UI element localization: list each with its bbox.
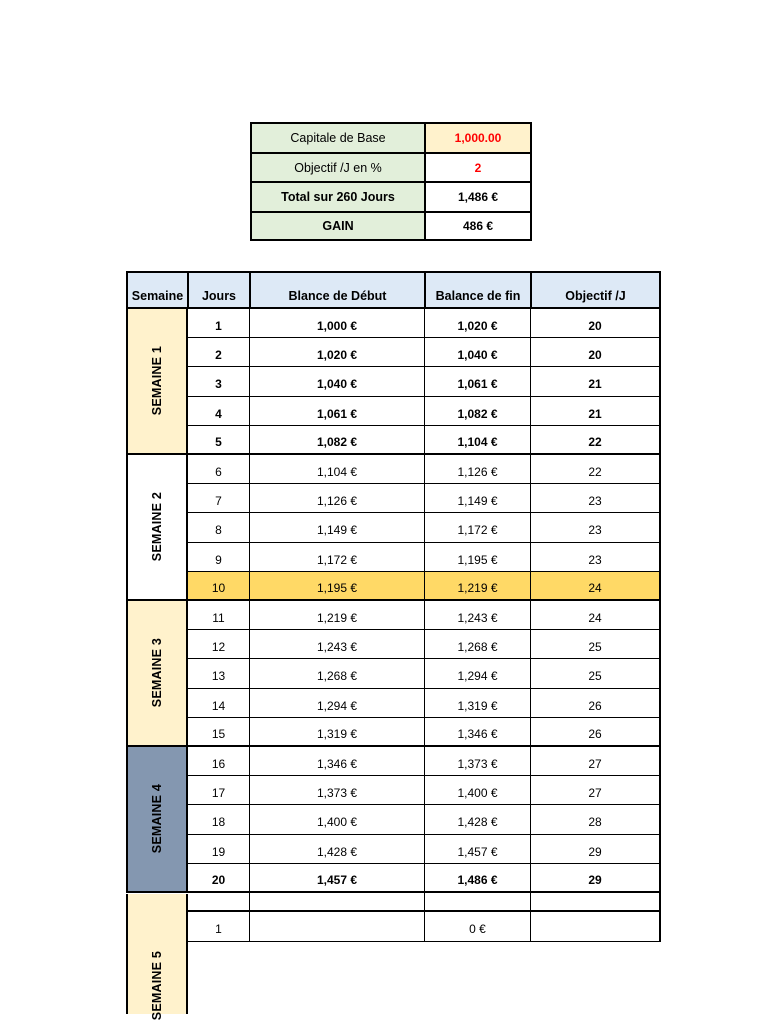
day-cell: 1 <box>188 309 250 338</box>
objective-cell: 25 <box>531 659 661 688</box>
empty-cell <box>531 893 661 912</box>
start-balance-cell: 1,040 € <box>250 367 425 396</box>
day-cell: 6 <box>188 455 250 484</box>
start-balance-cell: 1,149 € <box>250 513 425 542</box>
objective-cell: 21 <box>531 397 661 426</box>
week-label: SEMAINE 3 <box>150 638 164 708</box>
end-balance-cell: 1,428 € <box>425 805 531 834</box>
objective-cell: 25 <box>531 630 661 659</box>
end-balance-cell: 1,319 € <box>425 689 531 718</box>
day-cell: 3 <box>188 367 250 396</box>
day-cell: 10 <box>188 572 250 601</box>
day-cell: 14 <box>188 689 250 718</box>
column-header: Objectif /J <box>531 271 661 309</box>
empty-cell <box>250 893 425 912</box>
objective-cell: 27 <box>531 747 661 776</box>
summary-label: Capitale de Base <box>252 124 426 154</box>
start-balance-cell: 1,243 € <box>250 630 425 659</box>
objective-cell: 20 <box>531 338 661 367</box>
week-cell <box>126 309 188 455</box>
start-balance-cell: 1,195 € <box>250 572 425 601</box>
end-balance-cell: 1,346 € <box>425 718 531 747</box>
day-cell: 1 <box>188 912 250 942</box>
end-balance-cell: 1,040 € <box>425 338 531 367</box>
objective-cell: 21 <box>531 367 661 396</box>
end-balance-cell: 1,268 € <box>425 630 531 659</box>
end-balance-cell: 1,486 € <box>425 864 531 893</box>
week-label: SEMAINE 2 <box>150 492 164 562</box>
day-cell: 4 <box>188 397 250 426</box>
week-cell <box>126 455 188 601</box>
week-label: SEMAINE 4 <box>150 784 164 854</box>
start-balance-cell: 1,219 € <box>250 601 425 630</box>
summary-label: GAIN <box>252 213 426 239</box>
summary-value: 1,486 € <box>426 183 530 213</box>
start-balance-cell: 1,172 € <box>250 543 425 572</box>
start-balance-cell: 1,082 € <box>250 426 425 455</box>
summary-label: Objectif /J en % <box>252 154 426 183</box>
day-cell: 9 <box>188 543 250 572</box>
column-header: Balance de fin <box>425 271 531 309</box>
end-balance-cell: 1,243 € <box>425 601 531 630</box>
objective-cell: 24 <box>531 572 661 601</box>
end-balance-cell: 1,020 € <box>425 309 531 338</box>
objective-cell: 28 <box>531 805 661 834</box>
summary-value: 2 <box>426 154 530 183</box>
summary-label: Total sur 260 Jours <box>252 183 426 213</box>
objective-cell: 29 <box>531 835 661 864</box>
summary-table <box>250 122 532 241</box>
day-cell: 16 <box>188 747 250 776</box>
column-header: Blance de Début <box>250 271 425 309</box>
end-balance-cell: 1,126 € <box>425 455 531 484</box>
start-balance-cell: 1,268 € <box>250 659 425 688</box>
end-balance-cell: 1,219 € <box>425 572 531 601</box>
objective-cell: 23 <box>531 484 661 513</box>
end-balance-cell: 1,294 € <box>425 659 531 688</box>
day-cell: 13 <box>188 659 250 688</box>
end-balance-cell: 1,195 € <box>425 543 531 572</box>
end-balance-cell: 1,172 € <box>425 513 531 542</box>
day-cell: 7 <box>188 484 250 513</box>
day-cell: 18 <box>188 805 250 834</box>
start-balance-cell: 1,346 € <box>250 747 425 776</box>
objective-cell: 23 <box>531 513 661 542</box>
summary-value: 1,000.00 <box>426 124 530 154</box>
end-balance-cell: 1,061 € <box>425 367 531 396</box>
end-balance-cell: 1,082 € <box>425 397 531 426</box>
start-balance-cell: 1,400 € <box>250 805 425 834</box>
start-balance-cell: 1,428 € <box>250 835 425 864</box>
start-balance-cell: 1,126 € <box>250 484 425 513</box>
end-balance-cell: 1,373 € <box>425 747 531 776</box>
start-balance-cell: 1,457 € <box>250 864 425 893</box>
end-balance-cell: 1,457 € <box>425 835 531 864</box>
start-balance-cell: 1,020 € <box>250 338 425 367</box>
start-balance-cell: 1,373 € <box>250 776 425 805</box>
summary-value: 486 € <box>426 213 530 239</box>
week-label: SEMAINE 1 <box>150 346 164 416</box>
day-cell: 12 <box>188 630 250 659</box>
objective-cell: 22 <box>531 426 661 455</box>
start-balance-cell: 1,000 € <box>250 309 425 338</box>
column-header: Semaine <box>126 271 188 309</box>
end-balance-cell: 1,400 € <box>425 776 531 805</box>
end-balance-cell: 1,149 € <box>425 484 531 513</box>
day-cell: 8 <box>188 513 250 542</box>
objective-cell: 27 <box>531 776 661 805</box>
start-balance-cell: 1,104 € <box>250 455 425 484</box>
start-balance-cell: 1,294 € <box>250 689 425 718</box>
week-label: SEMAINE 5 <box>150 950 164 1020</box>
end-balance-cell: 1,104 € <box>425 426 531 455</box>
day-cell: 19 <box>188 835 250 864</box>
objective-cell: 20 <box>531 309 661 338</box>
empty-cell <box>425 893 531 912</box>
start-balance-cell: 1,319 € <box>250 718 425 747</box>
start-balance-cell <box>250 912 425 942</box>
end-balance-cell: 0 € <box>425 912 531 942</box>
day-cell: 17 <box>188 776 250 805</box>
day-cell: 20 <box>188 864 250 893</box>
objective-cell: 26 <box>531 689 661 718</box>
day-cell: 5 <box>188 426 250 455</box>
weekly-table <box>126 271 661 1020</box>
column-header: Jours <box>188 271 250 309</box>
objective-cell: 26 <box>531 718 661 747</box>
objective-cell: 29 <box>531 864 661 893</box>
objective-cell: 23 <box>531 543 661 572</box>
objective-cell <box>531 912 661 942</box>
day-cell: 15 <box>188 718 250 747</box>
week-cell <box>126 747 188 893</box>
day-cell: 11 <box>188 601 250 630</box>
objective-cell: 22 <box>531 455 661 484</box>
empty-cell <box>188 893 250 912</box>
objective-cell: 24 <box>531 601 661 630</box>
week-cell <box>126 601 188 747</box>
week-cell <box>126 894 188 1020</box>
start-balance-cell: 1,061 € <box>250 397 425 426</box>
day-cell: 2 <box>188 338 250 367</box>
